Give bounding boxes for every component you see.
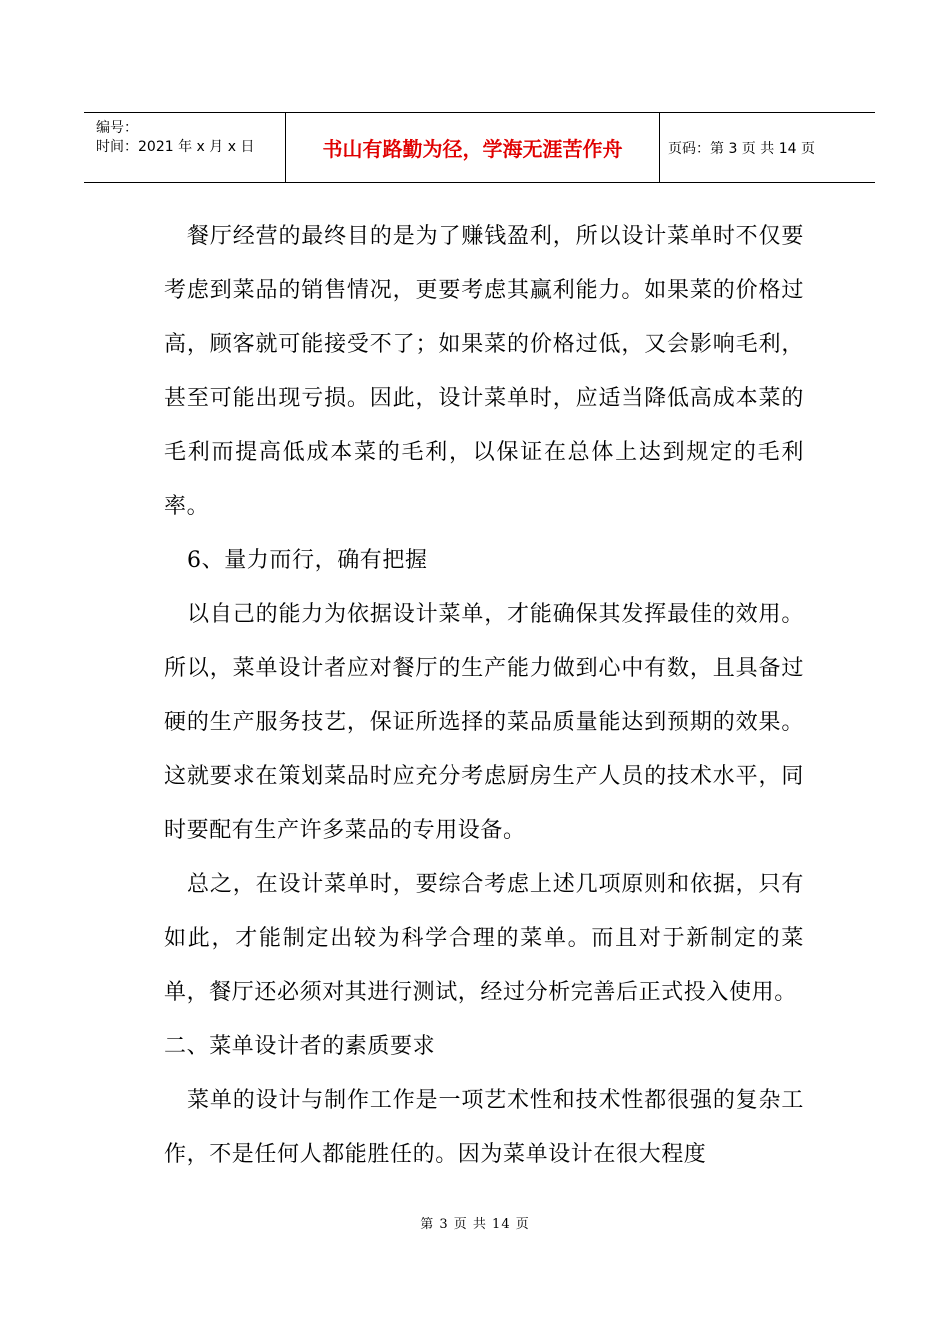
number-label: 编号：	[96, 120, 138, 136]
page-info: 页码：第 3 页 共 14 页	[668, 140, 815, 157]
header-motto-cell	[286, 113, 660, 182]
section-heading: 二、菜单设计者的素质要求	[164, 1034, 436, 1059]
header-meta-cell	[84, 113, 286, 182]
header-page-cell	[660, 113, 875, 182]
motto-text: 书山有路勤为径，学海无涯苦作舟	[322, 137, 623, 161]
paragraph: 菜单的设计与制作工作是一项艺术性和技术性都很强的复杂工作，不是任何人都能胜任的。因为菜单设计在很大程度	[164, 1088, 804, 1167]
paragraph: 以自己的能力为依据设计菜单，才能确保其发挥最佳的效用。所以，菜单设计者应对餐厅的生产能力做到心中有数，且具备过硬的生产服务技艺，保证所选择的菜品质量能达到预期的效果。这就要求在策划菜品时应充分考虑厨房生产人员的技术水平，同时要配有生产许多菜品的专用设备。	[164, 602, 804, 843]
document-header	[84, 112, 875, 183]
section-heading: 6、量力而行，确有把握	[187, 548, 428, 573]
page-footer: 第 3 页 共 14 页	[420, 1217, 530, 1232]
date-label: 时间：2021 年 x 月 x 日	[96, 139, 255, 155]
document-body	[164, 210, 804, 1182]
paragraph: 总之，在设计菜单时，要综合考虑上述几项原则和依据，只有如此，才能制定出较为科学合理的菜单。而且对于新制定的菜单，餐厅还必须对其进行测试，经过分析完善后正式投入使用。	[164, 872, 804, 1005]
paragraph: 餐厅经营的最终目的是为了赚钱盈利，所以设计菜单时不仅要考虑到菜品的销售情况，更要考虑其赢利能力。如果菜的价格过高，顾客就可能接受不了；如果菜的价格过低，又会影响毛利，甚至可能出现亏损。因此，设计菜单时，应适当降低高成本菜的毛利而提高低成本菜的毛利，以保证在总体上达到规定的毛利率。	[164, 224, 804, 519]
